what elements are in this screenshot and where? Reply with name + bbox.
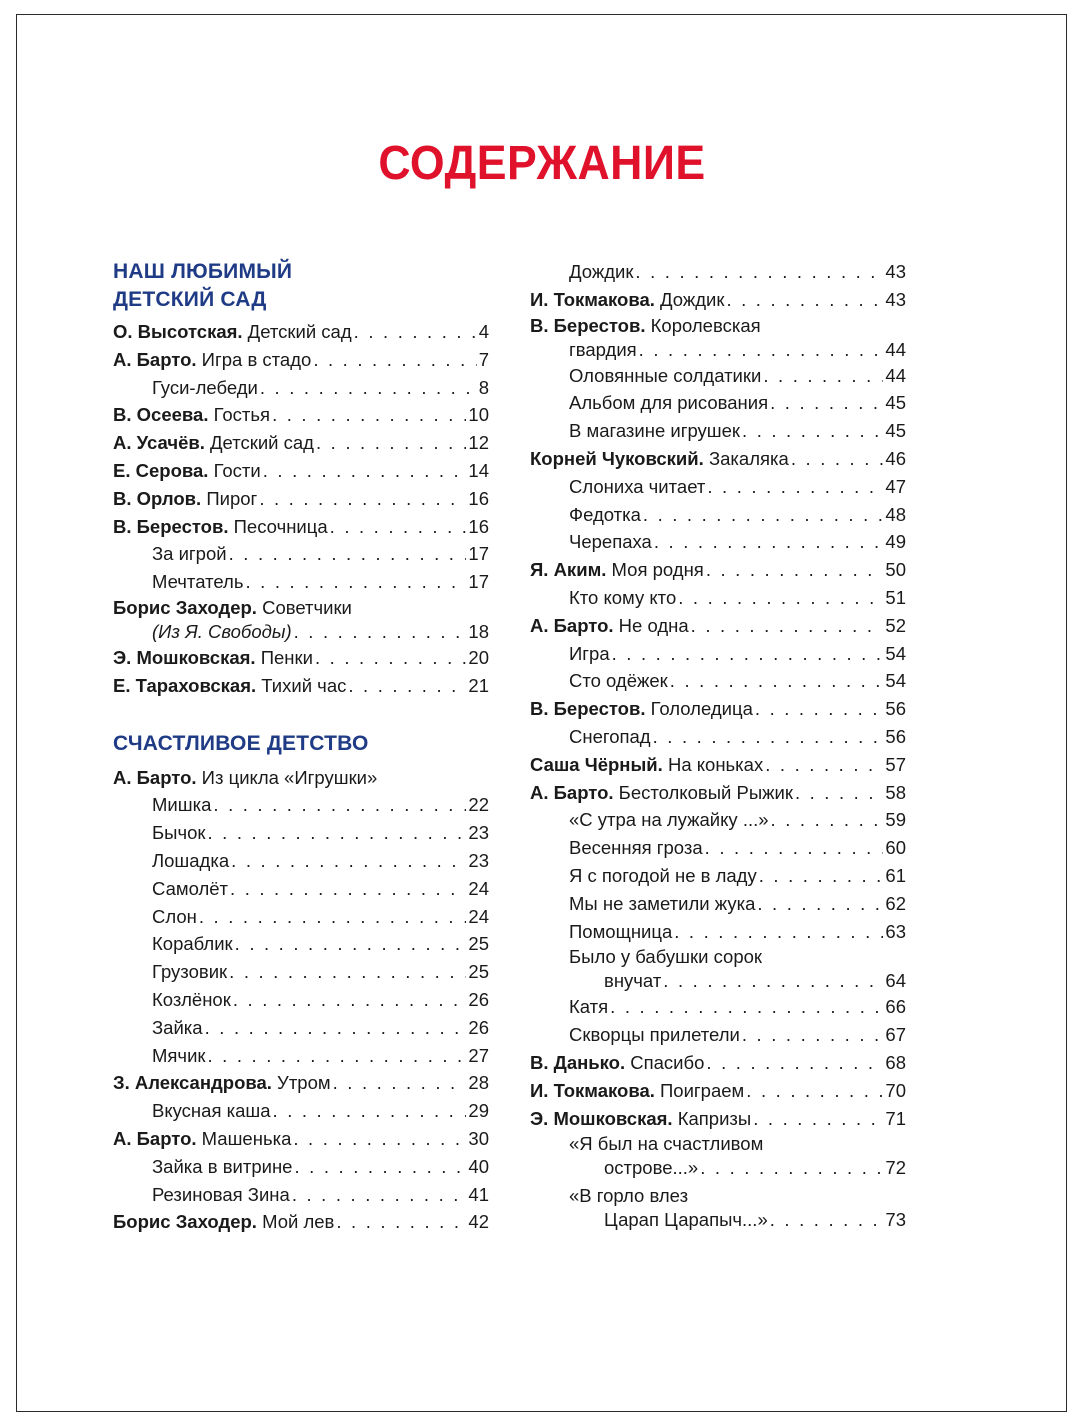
- toc-entry[interactable]: [113, 644, 489, 672]
- dot-leader: [348, 672, 466, 700]
- entry-title: Мы не заметили жука: [569, 892, 756, 914]
- toc-entry[interactable]: [530, 445, 906, 473]
- dot-leader: [336, 1208, 466, 1236]
- entry-title: Зайка в витрине: [152, 1155, 293, 1177]
- entry-title: Черепаха: [569, 531, 652, 553]
- toc-entry[interactable]: «В горло влез Царап Царапыч...» . . . 73: [530, 1184, 906, 1232]
- page-number: 29: [468, 1100, 489, 1122]
- dot-leader: [763, 362, 883, 390]
- page-number: 24: [468, 877, 489, 899]
- entry-author: В. Осеева.: [113, 404, 209, 426]
- page-number: 26: [468, 988, 489, 1010]
- dot-leader: [294, 1153, 466, 1181]
- page-number: 40: [468, 1155, 489, 1177]
- entry-author: О. Высотская.: [113, 321, 243, 342]
- toc-entry[interactable]: [113, 568, 489, 596]
- page-number: 7: [478, 348, 489, 370]
- toc-entry[interactable]: [530, 612, 906, 640]
- toc-entry[interactable]: [530, 890, 906, 918]
- page-number: 10: [468, 404, 489, 426]
- entry-author: Я. Аким.: [530, 559, 607, 581]
- dot-leader: [272, 401, 466, 429]
- entry-title: Я с погодой не в ладу: [569, 864, 757, 886]
- page-number: 41: [468, 1183, 489, 1205]
- entry-title: Детский сад: [204, 432, 314, 454]
- dot-leader: [691, 612, 884, 640]
- toc-entry[interactable]: [530, 667, 906, 695]
- dot-leader: [208, 1042, 467, 1070]
- page-number: 71: [885, 1107, 906, 1129]
- toc-entry[interactable]: [113, 1153, 489, 1181]
- toc-entry[interactable]: [530, 1077, 906, 1105]
- toc-entry[interactable]: [113, 1069, 489, 1097]
- page-number: 54: [885, 670, 906, 692]
- entry-title: Гости: [208, 459, 261, 481]
- page-number: 27: [468, 1044, 489, 1066]
- page-number: 54: [885, 642, 906, 664]
- entry-title: За игрой: [152, 543, 227, 565]
- page-number: 60: [885, 837, 906, 859]
- toc-entry[interactable]: [530, 389, 906, 417]
- page-number: 43: [885, 288, 906, 310]
- entry-title: Дождик: [569, 261, 634, 282]
- toc-entry[interactable]: «Я был на счастливом острове...» . . . 72: [530, 1132, 906, 1180]
- toc-right-column: [530, 258, 906, 1232]
- dot-leader: [230, 875, 466, 903]
- dot-leader: [233, 986, 467, 1014]
- entry-title: Федотка: [569, 503, 641, 525]
- entry-title: Кораблик: [152, 933, 233, 955]
- page-title: СОДЕРЖАНИЕ: [378, 137, 706, 190]
- toc-entry[interactable]: [530, 806, 906, 834]
- entry-title: Тихий час: [256, 674, 347, 696]
- entry-title: Грузовик: [152, 961, 228, 983]
- toc-entry[interactable]: [113, 1125, 489, 1153]
- page-number: 56: [885, 725, 906, 747]
- page-number: 45: [885, 392, 906, 414]
- entry-title: Бычок: [152, 822, 206, 844]
- page-number: 52: [885, 614, 906, 636]
- page-number: 25: [468, 961, 489, 983]
- page-number: 4: [478, 321, 489, 342]
- toc-entry[interactable]: [530, 695, 906, 723]
- dot-leader: [791, 445, 884, 473]
- toc-entry[interactable]: [113, 875, 489, 903]
- toc-entry[interactable]: [530, 862, 906, 890]
- entry-author: А. Барто.: [113, 1127, 197, 1149]
- page-number: 66: [885, 996, 906, 1018]
- toc-entry[interactable]: [530, 779, 906, 807]
- dot-leader: [229, 958, 466, 986]
- dot-leader: [259, 485, 466, 513]
- page-number: 14: [468, 459, 489, 481]
- entry-title: Детский сад: [242, 321, 352, 342]
- page-number: 23: [468, 822, 489, 844]
- toc-left-column: [113, 258, 489, 1236]
- toc-entry[interactable]: [530, 528, 906, 556]
- entry-author: З. Александрова.: [113, 1072, 272, 1094]
- toc-entry[interactable]: [113, 540, 489, 568]
- page-number: 17: [468, 571, 489, 593]
- entry-title: Альбом для рисования: [569, 392, 769, 414]
- dot-leader: [643, 501, 884, 529]
- page-number: 61: [885, 864, 906, 886]
- toc-entry[interactable]: [113, 791, 489, 819]
- entry-author: Саша Чёрный.: [530, 753, 663, 775]
- entry-title: Пирог: [201, 487, 258, 509]
- dot-leader: [746, 1077, 883, 1105]
- entry-author: А. Барто.: [530, 781, 614, 803]
- toc-entry[interactable]: [113, 401, 489, 429]
- toc-entry[interactable]: [530, 1049, 906, 1077]
- toc-entry[interactable]: [530, 834, 906, 862]
- toc-entry[interactable]: Было у бабушки сорок внучат . . . 64: [530, 945, 906, 993]
- section-heading-kindergarten: НАШ ЛЮБИМЫЙ ДЕТСКИЙ САД: [113, 260, 293, 311]
- toc-entry[interactable]: [530, 1105, 906, 1133]
- dot-leader: [199, 903, 467, 931]
- page-number: 47: [885, 475, 906, 497]
- entry-title: Моя родня: [606, 559, 704, 581]
- entry-title: Самолёт: [152, 877, 229, 899]
- entry-title: Катя: [569, 996, 609, 1018]
- entry-title: Игра в стадо: [196, 348, 312, 370]
- dot-leader: [654, 528, 884, 556]
- entry-author: В. Берестов.: [530, 698, 646, 720]
- toc-entry[interactable]: [530, 918, 906, 946]
- toc-entry[interactable]: [113, 819, 489, 847]
- toc-entry[interactable]: [113, 930, 489, 958]
- dot-leader: [263, 457, 467, 485]
- dot-leader: [315, 644, 466, 672]
- entry-title: Снегопад: [569, 725, 651, 747]
- page-number: 59: [885, 809, 906, 831]
- page-number: 67: [885, 1024, 906, 1046]
- entry-author: Корней Чуковский.: [530, 447, 704, 469]
- toc-entry[interactable]: [530, 1021, 906, 1049]
- toc-entry[interactable]: [113, 318, 489, 346]
- page-number: 12: [468, 432, 489, 454]
- entry-title: Мечтатель: [152, 571, 244, 593]
- toc-entry[interactable]: [113, 429, 489, 457]
- dot-leader: [674, 918, 883, 946]
- page-number: 8: [478, 376, 489, 398]
- dot-leader: [231, 847, 466, 875]
- dot-leader: [316, 429, 466, 457]
- entry-title: Игра: [569, 642, 610, 664]
- dot-leader: [705, 834, 884, 862]
- entry-title: Мой лев: [256, 1211, 335, 1233]
- dot-leader: [354, 318, 477, 346]
- toc-entry[interactable]: [113, 485, 489, 513]
- entry-title: Зайка: [152, 1016, 203, 1038]
- entry-author: Е. Серова.: [113, 459, 209, 481]
- dot-leader: [742, 417, 883, 445]
- toc-entry[interactable]: [530, 362, 906, 390]
- toc-entry[interactable]: [113, 374, 489, 402]
- dot-leader: [333, 1069, 467, 1097]
- dot-leader: [706, 1049, 883, 1077]
- entry-author: И. Токмакова.: [530, 1079, 655, 1101]
- toc-entry[interactable]: [530, 723, 906, 751]
- toc-entry[interactable]: [113, 672, 489, 700]
- entry-title: Мячик: [152, 1044, 206, 1066]
- dot-leader: [229, 540, 467, 568]
- toc-entry[interactable]: [530, 751, 906, 779]
- dot-leader: [260, 374, 477, 402]
- dot-leader: [213, 791, 466, 819]
- entry-title: Пенки: [255, 646, 313, 668]
- entry-author: А. Усачёв.: [113, 432, 205, 454]
- toc-entry[interactable]: [530, 584, 906, 612]
- toc-entry[interactable]: [113, 986, 489, 1014]
- dot-leader: [678, 584, 883, 612]
- dot-leader: [612, 640, 884, 668]
- toc-entry[interactable]: А. Барто. Из цикла «Игрушки»: [113, 766, 378, 788]
- page-number: 56: [885, 698, 906, 720]
- toc-entry[interactable]: [113, 958, 489, 986]
- toc-entry[interactable]: [113, 513, 489, 541]
- dot-leader: [742, 1021, 884, 1049]
- page-number: 58: [885, 781, 906, 803]
- entry-title: Помощница: [569, 920, 673, 942]
- entry-title: Спасибо: [625, 1051, 705, 1073]
- entry-title: Капризы: [672, 1107, 752, 1129]
- entry-title: Песочница: [228, 515, 328, 537]
- page-number: 16: [468, 487, 489, 509]
- dot-leader: [755, 695, 884, 723]
- dot-leader: [706, 556, 884, 584]
- dot-leader: [765, 751, 883, 779]
- page-number: 20: [468, 646, 489, 668]
- page-number: 44: [885, 364, 906, 386]
- entry-author: Э. Мошковская.: [530, 1107, 673, 1129]
- page-number: 26: [468, 1016, 489, 1038]
- dot-leader: [753, 1105, 883, 1133]
- entry-title: Весенняя гроза: [569, 837, 703, 859]
- dot-leader: [292, 1181, 467, 1209]
- toc-entry[interactable]: [530, 556, 906, 584]
- toc-entry[interactable]: [530, 417, 906, 445]
- page-number: 51: [885, 586, 906, 608]
- toc-entry[interactable]: [530, 473, 906, 501]
- entry-title: На коньках: [662, 753, 764, 775]
- dot-leader: [330, 513, 467, 541]
- entry-author: В. Данько.: [530, 1051, 626, 1073]
- entry-author: И. Токмакова.: [530, 288, 655, 310]
- page-number: 57: [885, 753, 906, 775]
- entry-author: Борис Заходер.: [113, 1211, 257, 1233]
- dot-leader: [635, 258, 883, 286]
- entry-title: Сто одёжек: [569, 670, 668, 692]
- entry-author: А. Барто.: [530, 614, 614, 636]
- dot-leader: [313, 346, 476, 374]
- entry-author: Э. Мошковская.: [113, 646, 256, 668]
- dot-leader: [759, 862, 884, 890]
- dot-leader: [273, 1097, 467, 1125]
- page-number: 16: [468, 515, 489, 537]
- toc-entry[interactable]: [113, 457, 489, 485]
- dot-leader: [670, 667, 884, 695]
- toc-entry[interactable]: [113, 1097, 489, 1125]
- page-number: 63: [885, 920, 906, 942]
- page-number: 22: [468, 794, 489, 816]
- dot-leader: [610, 993, 883, 1021]
- page-number: 49: [885, 531, 906, 553]
- toc-entry[interactable]: [530, 640, 906, 668]
- toc-entry[interactable]: [113, 346, 489, 374]
- toc-entry[interactable]: [530, 258, 906, 286]
- entry-title: Лошадка: [152, 849, 230, 871]
- entry-title: Машенька: [196, 1127, 292, 1149]
- page-number: 25: [468, 933, 489, 955]
- entry-title: Дождик: [654, 288, 725, 310]
- entry-title: Поиграем: [654, 1079, 745, 1101]
- entry-title: Вкусная каша: [152, 1100, 271, 1122]
- dot-leader: [235, 930, 467, 958]
- page-number: 68: [885, 1051, 906, 1073]
- toc-entry[interactable]: [113, 1042, 489, 1070]
- entry-title: «С утра на лужайку ...»: [569, 809, 769, 831]
- toc-entry[interactable]: [530, 993, 906, 1021]
- page-number: 23: [468, 849, 489, 871]
- dot-leader: [245, 568, 466, 596]
- toc-entry[interactable]: [113, 1208, 489, 1236]
- dot-leader: [770, 389, 883, 417]
- dot-leader: [726, 286, 883, 314]
- section-heading-happy-childhood: СЧАСТЛИВОЕ ДЕТСТВО: [113, 731, 369, 755]
- toc-entry[interactable]: В. Берестов. Королевская гвардия . . . 44: [530, 314, 906, 362]
- dot-leader: [293, 1125, 466, 1153]
- entry-title: Закаляка: [703, 447, 789, 469]
- toc-entry[interactable]: [113, 847, 489, 875]
- page-number: 28: [468, 1072, 489, 1094]
- toc-entry[interactable]: [113, 1181, 489, 1209]
- dot-leader: [653, 723, 884, 751]
- toc-entry[interactable]: [113, 903, 489, 931]
- entry-title: Козлёнок: [152, 988, 231, 1010]
- entry-title: Слон: [152, 905, 197, 927]
- entry-author: В. Берестов.: [113, 515, 229, 537]
- page-number: 17: [468, 543, 489, 565]
- dot-leader: [707, 473, 883, 501]
- entry-title: Слониха читает: [569, 475, 706, 497]
- toc-entry[interactable]: [113, 1014, 489, 1042]
- page-number: 46: [885, 447, 906, 469]
- entry-title: Мишка: [152, 794, 212, 816]
- entry-author: А. Барто.: [113, 348, 197, 370]
- page-number: 50: [885, 559, 906, 581]
- page-number: 30: [468, 1127, 489, 1149]
- entry-title: Кто кому кто: [569, 586, 677, 608]
- entry-title: Не одна: [613, 614, 689, 636]
- entry-title: В магазине игрушек: [569, 420, 741, 442]
- dot-leader: [771, 806, 884, 834]
- entry-title: Оловянные солдатики: [569, 364, 762, 386]
- dot-leader: [757, 890, 883, 918]
- entry-title: Утром: [271, 1072, 331, 1094]
- entry-title: Резиновая Зина: [152, 1183, 290, 1205]
- entry-title: Гуси-лебеди: [152, 376, 258, 398]
- page-number: 62: [885, 892, 906, 914]
- dot-leader: [207, 819, 466, 847]
- page-number: 48: [885, 503, 906, 525]
- toc-entry[interactable]: [530, 501, 906, 529]
- dot-leader: [795, 779, 883, 807]
- entry-author: В. Орлов.: [113, 487, 202, 509]
- page-number: 21: [468, 674, 489, 696]
- entry-author: Е. Тараховская.: [113, 674, 257, 696]
- entry-title: Гостья: [208, 404, 271, 426]
- entry-title: Гололедица: [645, 698, 753, 720]
- page-number: 42: [468, 1211, 489, 1233]
- page-number: 43: [885, 261, 906, 282]
- dot-leader: [205, 1014, 467, 1042]
- entry-title: Скворцы прилетели: [569, 1024, 740, 1046]
- toc-entry[interactable]: [530, 286, 906, 314]
- page-number: 45: [885, 420, 906, 442]
- page-number: 70: [885, 1079, 906, 1101]
- page-number: 24: [468, 905, 489, 927]
- toc-entry[interactable]: Борис Заходер. Советчики (Из Я. Свободы) . . . 18: [113, 596, 489, 644]
- entry-title: Бестолковый Рыжик: [613, 781, 793, 803]
